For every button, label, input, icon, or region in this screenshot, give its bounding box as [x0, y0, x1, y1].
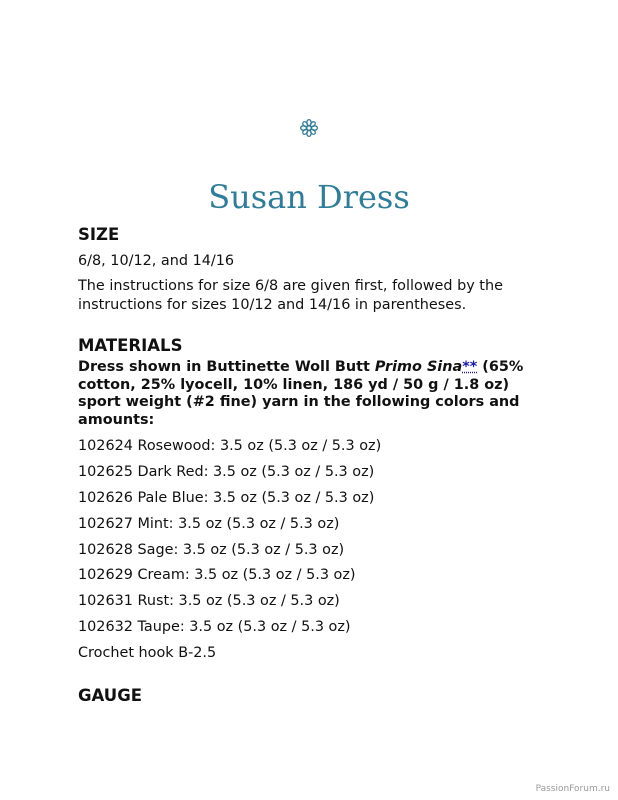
color-item: 102624 Rosewood: 3.5 oz (5.3 oz / 5.3 oz) [78, 438, 382, 454]
size-note: The instructions for size 6/8 are given first, followed by the instructions for sizes 10/12 and 14/16 in parentheses. [78, 278, 503, 313]
color-item: 102627 Mint: 3.5 oz (5.3 oz / 5.3 oz) [78, 515, 340, 532]
color-item: 102632 Taupe: 3.5 oz (5.3 oz / 5.3 oz) [78, 619, 351, 636]
flower-ornament-icon [299, 118, 319, 138]
hook-item: Crochet hook B-2.5 [78, 645, 217, 662]
color-list [78, 437, 538, 663]
size-list: 6/8, 10/12, and 14/16 [78, 253, 235, 269]
watermark: PassionForum.ru [535, 784, 610, 794]
document-title: Susan Dress [208, 178, 410, 217]
yarn-details: (65% cotton, 25% lyocell, 10% linen, 186 yd / 50 g / 1.8 oz) sport weight (#2 fine) yarn in the following colors and amounts: [78, 359, 524, 428]
color-item: 102626 Pale Blue: 3.5 oz (5.3 oz / 5.3 oz) [78, 489, 375, 506]
footnote-link[interactable]: ** [462, 359, 478, 375]
color-item: 102628 Sage: 3.5 oz (5.3 oz / 5.3 oz) [78, 541, 345, 558]
materials-section [78, 335, 538, 663]
gauge-section [78, 685, 538, 707]
color-item: 102631 Rust: 3.5 oz (5.3 oz / 5.3 oz) [78, 593, 340, 610]
document-body [78, 224, 538, 707]
size-heading: SIZE [78, 225, 120, 244]
yarn-intro: Dress shown in Buttinette Woll Butt [78, 359, 375, 375]
yarn-description [78, 359, 538, 429]
gauge-heading: GAUGE [78, 686, 143, 706]
materials-heading: MATERIALS [78, 336, 183, 355]
color-item: 102629 Cream: 3.5 oz (5.3 oz / 5.3 oz) [78, 567, 356, 584]
color-item: 102625 Dark Red: 3.5 oz (5.3 oz / 5.3 oz) [78, 463, 375, 480]
size-section [78, 224, 538, 315]
yarn-name: Primo Sina [374, 359, 463, 375]
